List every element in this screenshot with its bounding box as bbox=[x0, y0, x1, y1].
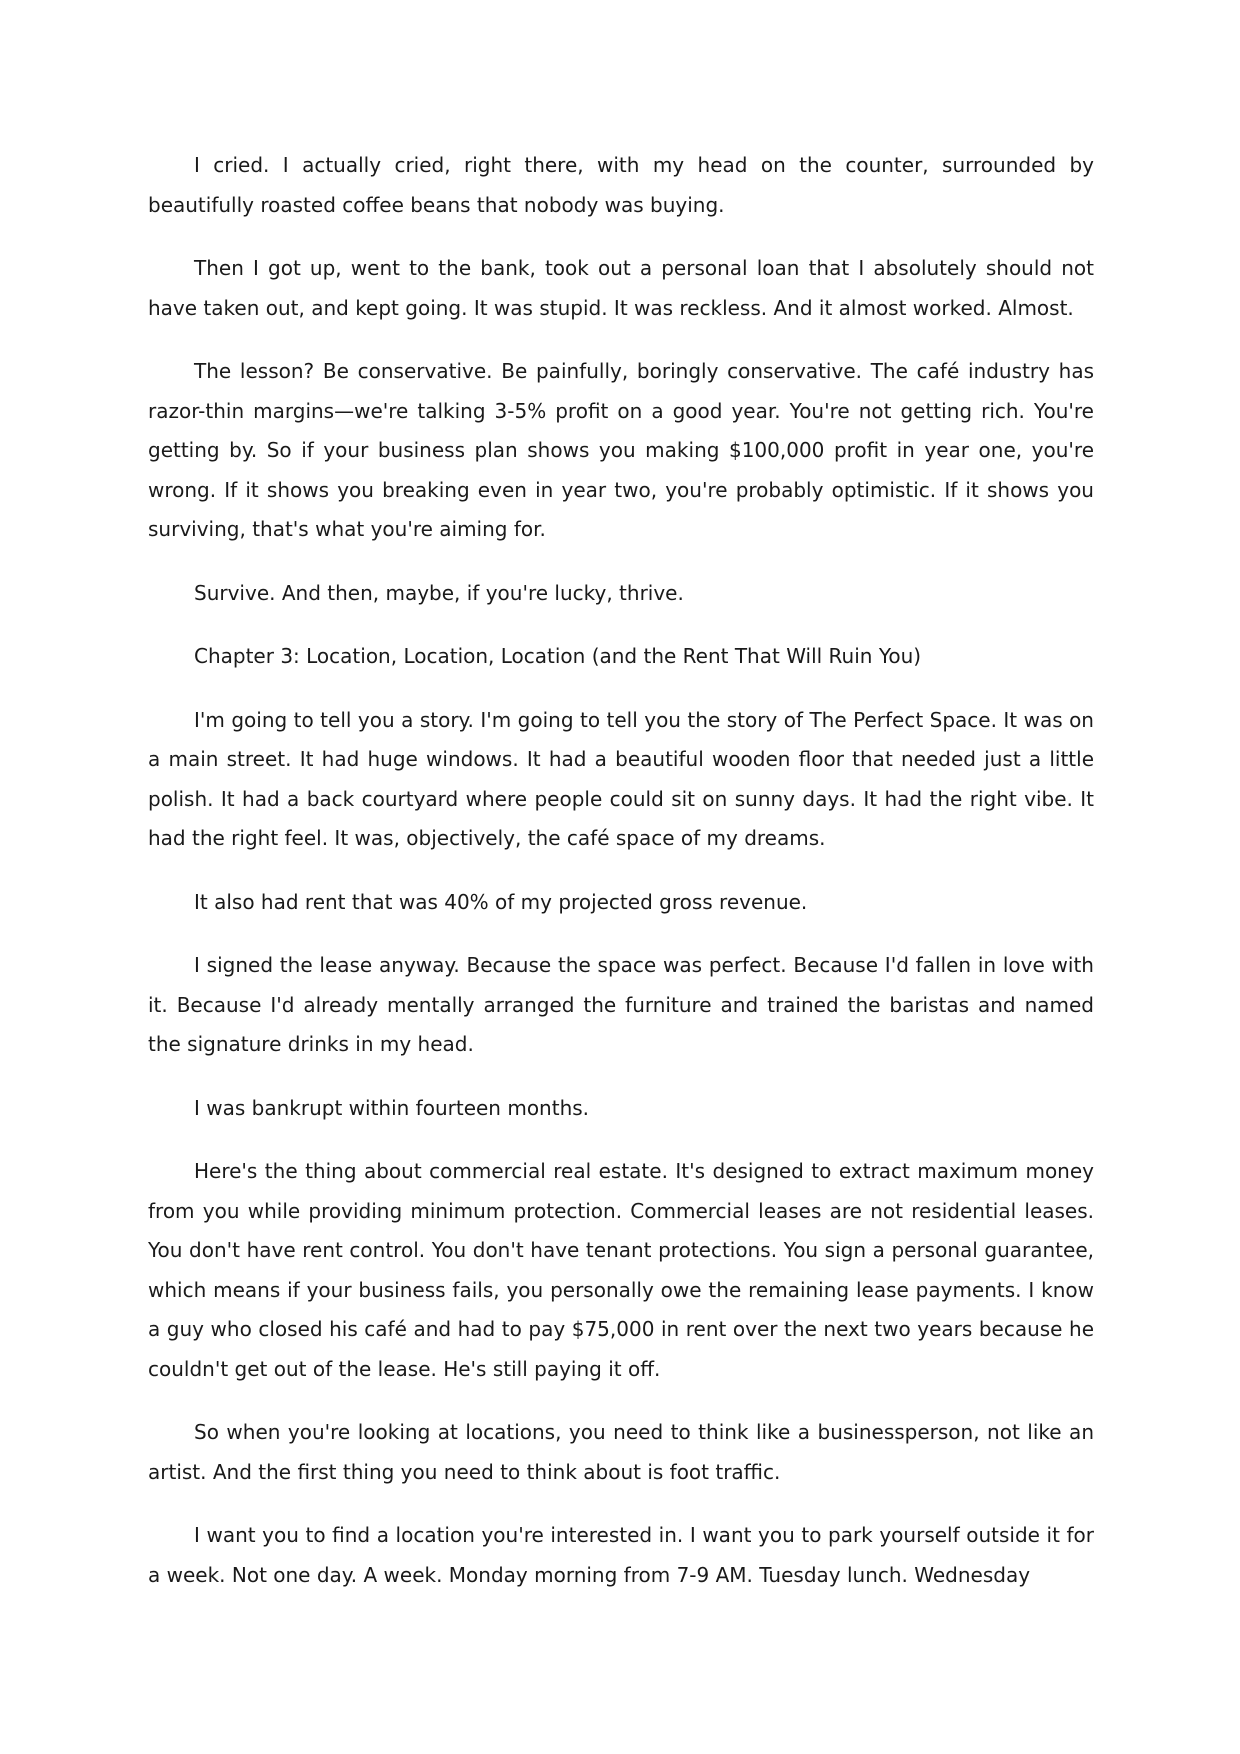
chapter-heading: Chapter 3: Location, Location, Location (and the Rent That Will Ruin You) bbox=[194, 644, 922, 668]
paragraph-commercial-real-estate: Here's the thing about commercial real estate. It's designed to extract maximum money from you while providing minimum protection. Commercial leases are not residential leases. You don't have rent control. You don't have tenant protections. You sign a personal guarantee, which means if your business fails, you personally owe the remaining lease payments. I know a guy who closed his café and had to pay $75,000 in rent over the next two years because he couldn't get out of the lease. He's still paying it off. bbox=[148, 1159, 1094, 1381]
paragraph-signed-lease: I signed the lease anyway. Because the space was perfect. Because I'd fallen in love with it. Because I'd already mentally arranged the furniture and trained the baristas and named the signature drinks in my head. bbox=[148, 953, 1094, 1056]
paragraph-find-location: I want you to find a location you're interested in. I want you to park yourself outside it for a week. Not one day. A week. Monday morning from 7-9 AM. Tuesday lunch. Wednesday bbox=[148, 1523, 1094, 1587]
paragraph-rent: It also had rent that was 40% of my projected gross revenue. bbox=[194, 889, 808, 914]
paragraph-survive: Survive. And then, maybe, if you're lucky, thrive. bbox=[194, 580, 684, 605]
paragraph-lesson: The lesson? Be conservative. Be painfully, boringly conservative. The café industry has razor-thin margins—we're talking 3-5% profit on a good year. You're not getting rich. You're getting by. So if your business plan shows you making $100,000 profit in year one, you're wrong. If it shows you breaking even in year two, you're probably optimistic. If it shows you surviving, that's what you're aiming for. bbox=[148, 359, 1094, 541]
paragraph-foot-traffic: So when you're looking at locations, you need to think like a businessperson, not like an artist. And the first thing you need to think about is foot traffic. bbox=[148, 1420, 1094, 1484]
document-body bbox=[148, 146, 1094, 1619]
paragraph-personal-loan: Then I got up, went to the bank, took out a personal loan that I absolutely should not have taken out, and kept going. It was stupid. It was reckless. And it almost worked. Almost. bbox=[148, 256, 1094, 320]
paragraph-perfect-space: I'm going to tell you a story. I'm going to tell you the story of The Perfect Space. It was on a main street. It had huge windows. It had a beautiful wooden floor that needed just a little polish. It had a back courtyard where people could sit on sunny days. It had the right vibe. It had the right feel. It was, objectively, the café space of my dreams. bbox=[148, 707, 1094, 850]
paragraph-cried: I cried. I actually cried, right there, with my head on the counter, surrounded by beautifully roasted coffee beans that nobody was buying. bbox=[148, 153, 1094, 217]
paragraph-bankrupt: I was bankrupt within fourteen months. bbox=[194, 1095, 590, 1120]
